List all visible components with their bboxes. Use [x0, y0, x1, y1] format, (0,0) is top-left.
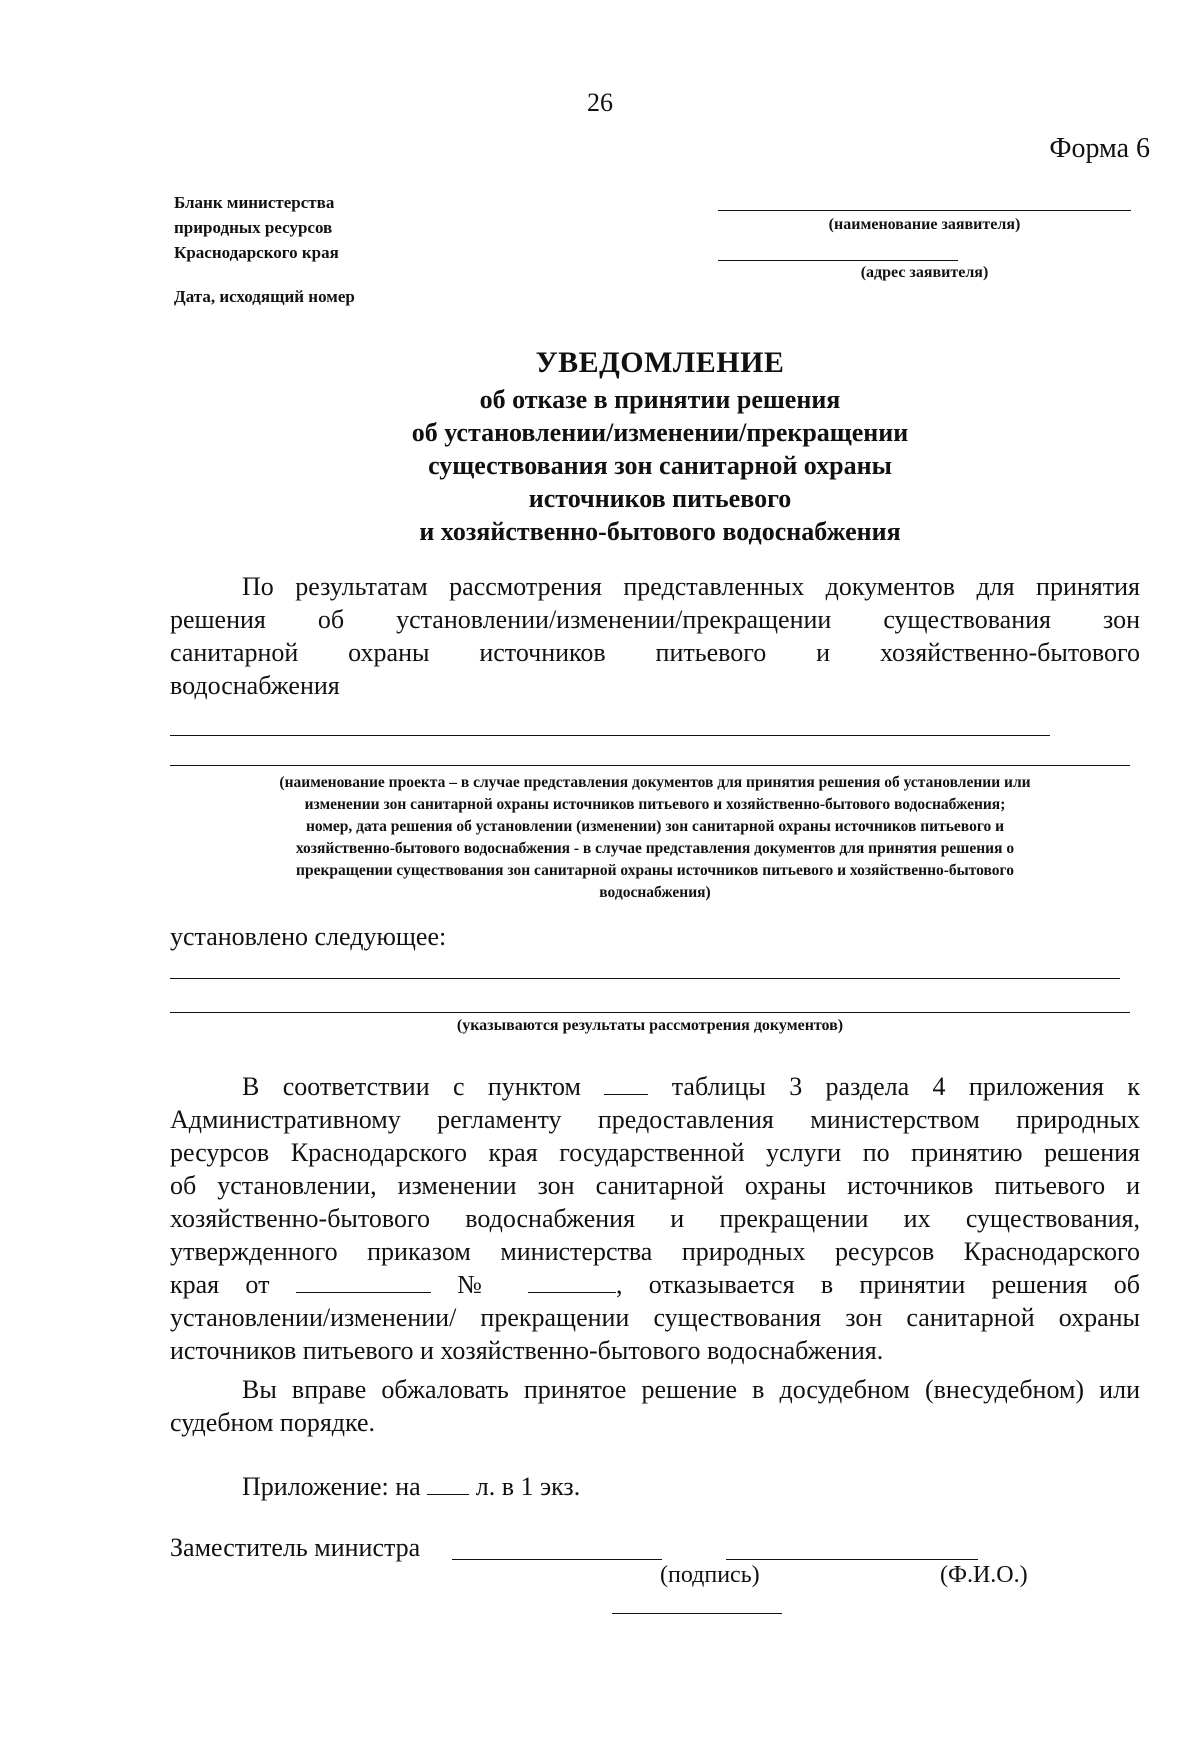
appeal-line: Вы вправе обжаловать принятое решение в досудебном (внесудебном) или [242, 1375, 1140, 1404]
notice-title-main: УВЕДОМЛЕНИЕ [535, 346, 785, 379]
main-line-text: В соответствии с пунктом [242, 1072, 581, 1101]
intro-line: водоснабжения [170, 671, 340, 700]
project-caption-line: прекращении существования зон санитарной охраны источников питьевого и хозяйственно-бытового [296, 862, 1014, 879]
notice-title-line: об отказе в принятии решения [479, 385, 841, 414]
main-line-text: таблицы 3 раздела 4 приложения к [671, 1072, 1141, 1101]
attachment-line [242, 1470, 580, 1502]
main-line: Административному регламенту предоставления министерством природных [170, 1105, 1140, 1134]
applicant-address-caption: (адрес заявителя) [860, 264, 989, 281]
main-paragraph [170, 1070, 1140, 1367]
date-outgoing-number: Дата, исходящий номер [174, 287, 355, 306]
project-caption-line: номер, дата решения об установлении (изменении) зон санитарной охраны источников питьевого и [305, 818, 1005, 835]
results-fill-line [170, 1012, 1130, 1013]
main-line: утвержденного приказом министерства природных ресурсов Краснодарского [170, 1237, 1140, 1266]
ministry-line: природных ресурсов [174, 218, 333, 237]
signature-caption: (подпись) [660, 1562, 760, 1588]
main-line [170, 1268, 1140, 1301]
main-line: хозяйственно-бытового водоснабжения и прекращении их существования, [170, 1204, 1140, 1233]
main-line [170, 1070, 1140, 1103]
project-caption-line: изменении зон санитарной охраны источников питьевого и хозяйственно-бытового водоснабжения; [304, 796, 1006, 813]
notice-title-line: источников питьевого [528, 484, 792, 513]
intro-line: санитарной охраны источников питьевого и хозяйственно-бытового [170, 638, 1140, 667]
results-caption: (указываются результаты рассмотрения документов) [456, 1017, 844, 1034]
notice-title-line: существования зон санитарной охраны [428, 451, 892, 480]
full-name-caption: (Ф.И.О.) [940, 1562, 1028, 1588]
clause-number-blank [604, 1070, 648, 1095]
form-label: Форма 6 [1049, 133, 1150, 164]
applicant-name-caption: (наименование заявителя) [828, 216, 1021, 233]
ministry-letterhead [174, 190, 339, 265]
end-separator [612, 1613, 782, 1614]
signature-position: Заместитель министра [170, 1533, 421, 1562]
ministry-line: Бланк министерства [174, 193, 335, 212]
notice-title [0, 343, 1200, 548]
main-line: установлении/изменении/ прекращении существования зон санитарной охраны [170, 1303, 1140, 1332]
page-number: 26 [587, 88, 613, 117]
notice-title-line: об установлении/изменении/прекращении [411, 418, 909, 447]
attachment-pages-blank [427, 1470, 469, 1495]
main-line-text: № [457, 1270, 502, 1299]
attachment-prefix: Приложение: на [242, 1472, 421, 1501]
main-line: об установлении, изменении зон санитарной охраны источников питьевого и [170, 1171, 1140, 1200]
applicant-address-line [718, 260, 958, 261]
order-number-blank [528, 1268, 616, 1293]
intro-line: По результатам рассмотрения представленных документов для принятия [242, 572, 1140, 601]
project-caption-line: хозяйственно-бытового водоснабжения - в случае представления документов для принятия решения о [295, 840, 1015, 857]
project-caption-line: (наименование проекта – в случае представления документов для принятия решения об установлении или [279, 774, 1031, 791]
attachment-suffix: л. в 1 экз. [475, 1472, 581, 1501]
established-label: установлено следующее: [170, 922, 447, 951]
intro-paragraph [170, 570, 1140, 702]
results-fill-line [170, 978, 1120, 979]
full-name-line [726, 1559, 978, 1560]
applicant-name-line [718, 210, 1131, 211]
main-line-text: , отказывается в принятии решения об [616, 1270, 1141, 1299]
project-fill-line [170, 765, 1130, 766]
project-caption [160, 772, 1150, 904]
appeal-line: судебном порядке. [170, 1408, 376, 1437]
intro-line: решения об установлении/изменении/прекращении существования зон [170, 605, 1140, 634]
appeal-paragraph [170, 1373, 1140, 1439]
main-line: источников питьевого и хозяйственно-бытового водоснабжения. [170, 1336, 884, 1365]
signature-line [452, 1559, 662, 1560]
order-date-blank [296, 1268, 431, 1293]
main-line-text: края от [170, 1270, 270, 1299]
ministry-line: Краснодарского края [174, 243, 339, 262]
notice-title-line: и хозяйственно-бытового водоснабжения [419, 517, 901, 546]
project-caption-line: водоснабжения) [599, 884, 711, 901]
main-line: ресурсов Краснодарского края государственной услуги по принятию решения [170, 1138, 1140, 1167]
project-fill-line [170, 735, 1050, 736]
